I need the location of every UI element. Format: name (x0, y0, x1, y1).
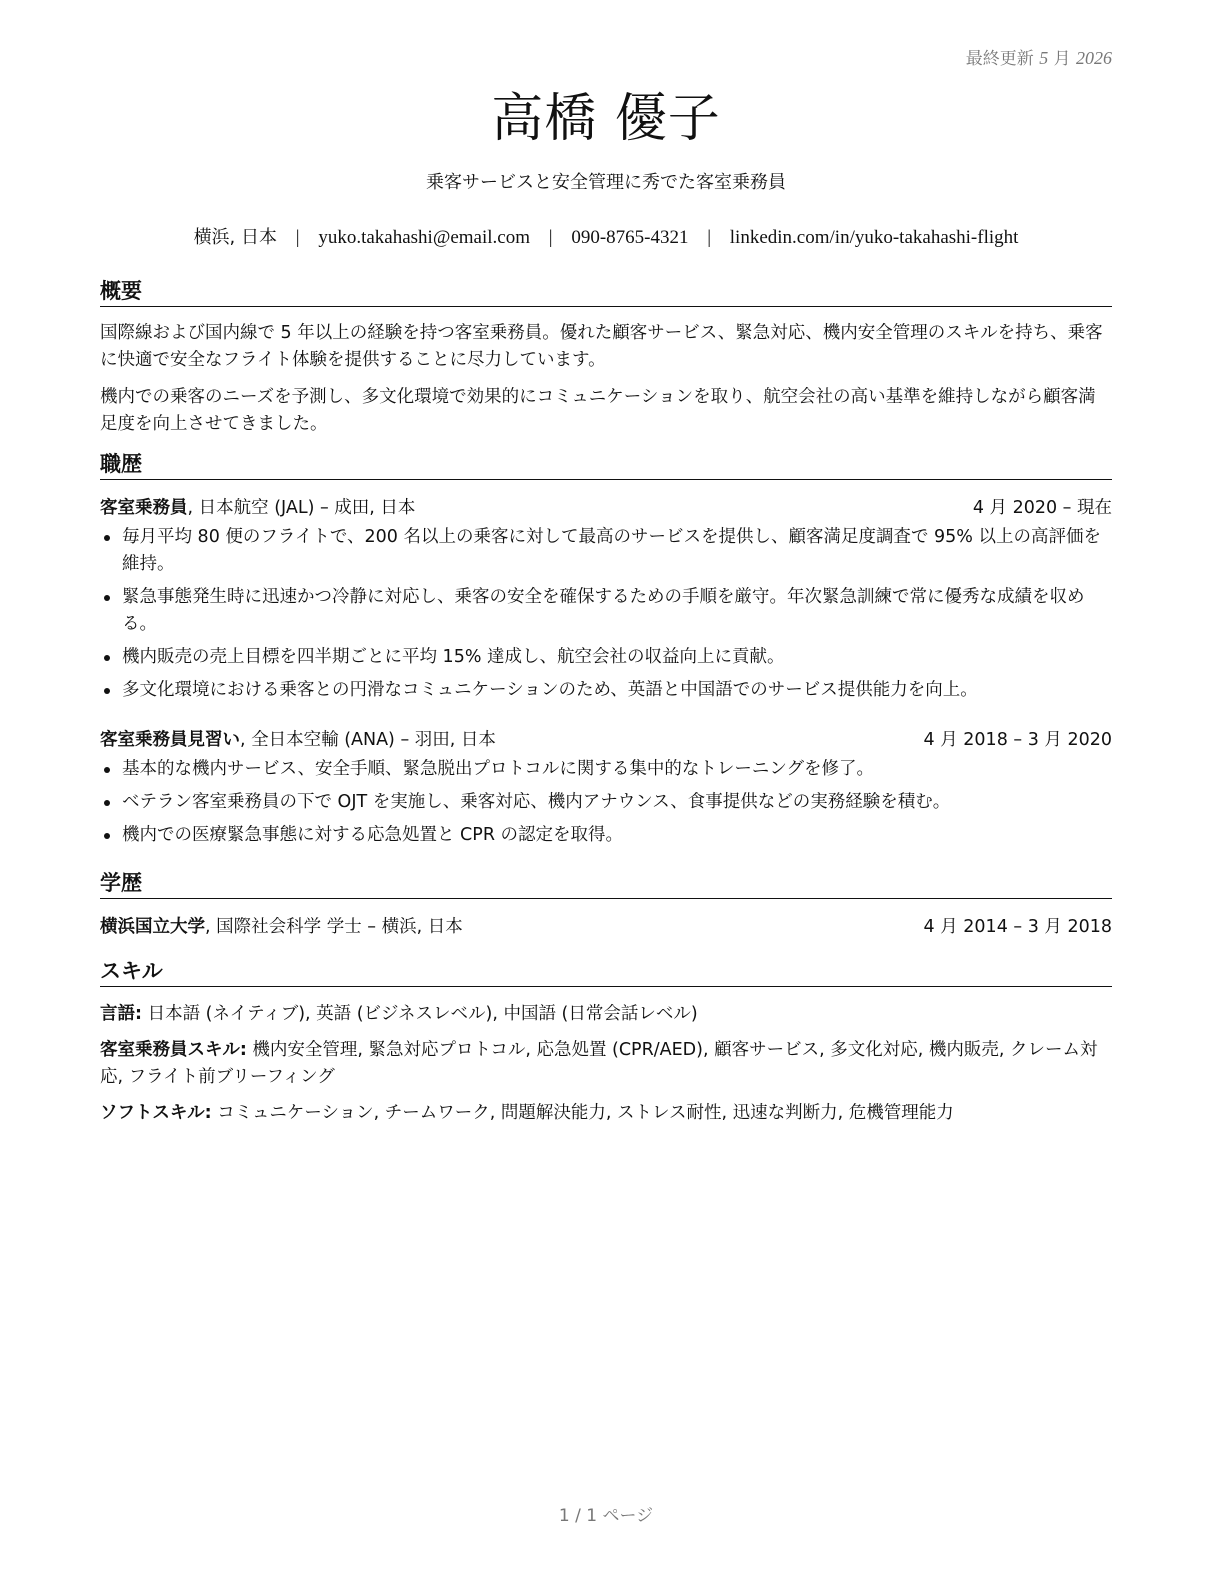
resume-page (100, 0, 1112, 1584)
contact-linkedin[interactable]: linkedin.com/in/yuko-takahashi-flight (729, 227, 1019, 248)
entry-header (100, 727, 1112, 754)
list-item: ベテラン客室乗務員の下で OJT を実施し、乗客対応、機内アナウンス、食事提供などの実務経験を積む。 (100, 789, 1112, 816)
degree-detail: , 国際社会科学 学士 – 横浜, 日本 (205, 917, 463, 937)
list-item: 毎月平均 80 便のフライトで、200 名以上の乗客に対して最高のサービスを提供し、顧客満足度調査で 95% 以上の高評価を維持。 (100, 524, 1112, 578)
section-title-experience: 職歴 (100, 451, 1112, 480)
skill-label: 客室乗務員スキル: (100, 1040, 247, 1060)
experience-section (100, 495, 1112, 710)
skill-value: 機内安全管理, 緊急対応プロトコル, 応急処置 (CPR/AED), 顧客サービス, 多文化対応, 機内販売, クレーム対応, フライト前ブリーフィング (100, 1040, 1098, 1087)
school-name: 横浜国立大学 (100, 917, 205, 937)
entry-header (100, 495, 1112, 522)
summary-section (100, 320, 1112, 448)
skill-label: ソフトスキル: (100, 1103, 212, 1123)
contact-separator: | (295, 227, 300, 248)
education-entry (100, 914, 1112, 941)
last-updated: 最終更新 5 月 2026 (965, 48, 1112, 69)
job-org: , 日本航空 (JAL) – 成田, 日本 (187, 498, 416, 518)
contact-line (100, 225, 1112, 251)
education-section (100, 914, 1112, 941)
contact-location: 横浜, 日本 (193, 227, 278, 248)
list-item: 機内での医療緊急事態に対する応急処置と CPR の認定を取得。 (100, 822, 1112, 849)
summary-paragraph: 機内での乗客のニーズを予測し、多文化環境で効果的にコミュニケーションを取り、航空会社の高い基準を維持しながら顧客満足度を向上させてきました。 (100, 387, 1096, 434)
education-dates: 4 月 2014 – 3 月 2018 (923, 917, 1112, 937)
candidate-name: 高橋 優子 (491, 89, 721, 149)
skill-label: 言語: (100, 1004, 142, 1024)
section-title-skills: スキル (100, 958, 1112, 987)
skills-section (100, 1001, 1112, 1136)
skill-line (100, 1001, 1112, 1028)
list-item: 緊急事態発生時に迅速かつ冷静に対応し、乗客の安全を確保するための手順を厳守。年次緊急訓練で常に優秀な成績を収める。 (100, 584, 1112, 638)
list-item: 多文化環境における乗客との円滑なコミュニケーションのため、英語と中国語でのサービス提供能力を向上。 (100, 677, 1112, 704)
experience-entry (100, 495, 1112, 704)
contact-separator: | (707, 227, 712, 248)
section-title-education: 学歴 (100, 870, 1112, 899)
job-role: 客室乗務員見習い (100, 730, 240, 750)
skill-value: コミュニケーション, チームワーク, 問題解決能力, ストレス耐性, 迅速な判断力, 危機管理能力 (211, 1103, 954, 1123)
skill-line (100, 1037, 1112, 1091)
section-title-summary: 概要 (100, 278, 1112, 307)
job-dates: 4 月 2018 – 3 月 2020 (923, 730, 1112, 750)
tagline: 乗客サービスと安全管理に秀でた客室乗務員 (426, 172, 786, 193)
skill-line (100, 1100, 1112, 1127)
job-bullets (100, 524, 1112, 704)
skill-value: 日本語 (ネイティブ), 英語 (ビジネスレベル), 中国語 (日常会話レベル) (142, 1004, 698, 1024)
job-org: , 全日本空輸 (ANA) – 羽田, 日本 (240, 730, 496, 750)
list-item: 基本的な機内サービス、安全手順、緊急脱出プロトコルに関する集中的なトレーニングを修了。 (100, 756, 1112, 783)
job-role: 客室乗務員 (100, 498, 188, 518)
page-indicator: 1 / 1 ページ (558, 1506, 654, 1526)
experience-section-2 (100, 727, 1112, 855)
contact-separator: | (548, 227, 553, 248)
job-dates: 4 月 2020 – 現在 (972, 498, 1112, 518)
summary-paragraph: 国際線および国内線で 5 年以上の経験を持つ客室乗務員。優れた顧客サービス、緊急対応、機内安全管理のスキルを持ち、乗客に快適で安全なフライト体験を提供することに尽力しています。 (100, 323, 1103, 370)
contact-email[interactable]: yuko.takahashi@email.com (318, 227, 530, 248)
contact-phone[interactable]: 090-8765-4321 (571, 227, 689, 248)
list-item: 機内販売の売上目標を四半期ごとに平均 15% 達成し、航空会社の収益向上に貢献。 (100, 644, 1112, 671)
job-bullets (100, 756, 1112, 849)
experience-entry (100, 727, 1112, 849)
